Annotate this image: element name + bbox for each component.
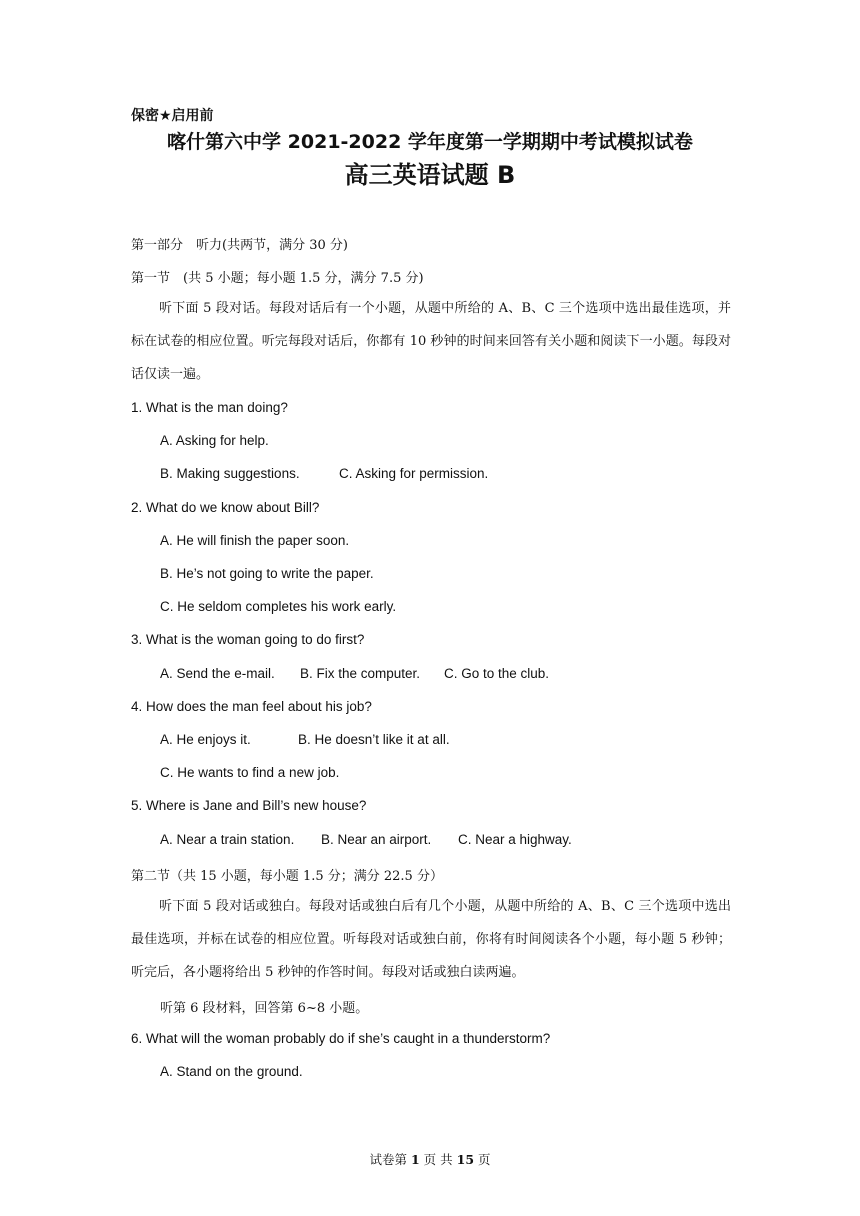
footer-suffix: 页 (478, 1152, 491, 1167)
option-2a: A. He will finish the paper soon. (160, 533, 350, 548)
section1-title: 第一节 (共 5 小题；每小题 1.5 分，满分 7.5 分) (131, 271, 424, 286)
option-6a: A. Stand on the ground. (160, 1064, 303, 1079)
question-6: 6. What will the woman probably do if she’s caught in a thunderstorm? (131, 1031, 551, 1046)
option-2c: C. He seldom completes his work early. (160, 599, 397, 614)
option-4c: C. He wants to find a new job. (160, 765, 340, 780)
school-title: 喀什第六中学 2021-2022 学年度第一学期期中考试模拟试卷 (167, 131, 693, 153)
option-3c: C. Go to the club. (444, 666, 550, 681)
part1-title: 第一部分 听力(共两节，满分 30 分) (131, 238, 348, 253)
footer-page-number: 1 (410, 1152, 420, 1167)
option-1a: A. Asking for help. (160, 433, 269, 448)
option-4b: B. He doesn’t like it at all. (298, 732, 450, 747)
confidential-label: 保密★启用前 (131, 108, 214, 124)
question-1: 1. What is the man doing? (131, 400, 288, 415)
footer-prefix: 试卷第 (369, 1152, 407, 1167)
section1-instructions: 听下面 5 段对话。每段对话后有一个小题，从题中所给的 A、B、C 三个选项中选出最佳选项，并标在试卷的相应位置。听完每段对话后，你都有 10 秒钟的时间来回答有关小题和阅读下一小题。每段对话仅读一遍。 (131, 301, 731, 382)
option-2b: B. He’s not going to write the paper. (160, 566, 374, 581)
option-5a: A. Near a train station. (160, 832, 295, 847)
option-5c: C. Near a highway. (458, 832, 572, 847)
option-3b: B. Fix the computer. (300, 666, 421, 681)
footer-mid: 页 共 (423, 1152, 453, 1167)
option-1c: C. Asking for permission. (339, 466, 489, 481)
question-3: 3. What is the woman going to do first? (131, 632, 365, 647)
question-4: 4. How does the man feel about his job? (131, 699, 372, 714)
section2-title: 第二节（共 15 小题，每小题 1.5 分；满分 22.5 分） (131, 869, 443, 884)
footer-total-pages: 15 (456, 1152, 475, 1167)
option-5b: B. Near an airport. (321, 832, 432, 847)
option-1b: B. Making suggestions. (160, 466, 300, 481)
question-5: 5. Where is Jane and Bill’s new house? (131, 798, 367, 813)
page-footer (0, 1150, 860, 1168)
question-2: 2. What do we know about Bill? (131, 500, 320, 515)
material-note: 听第 6 段材料，回答第 6~8 小题。 (160, 1001, 369, 1016)
option-3a: A. Send the e-mail. (160, 666, 275, 681)
section2-instructions: 听下面 5 段对话或独白。每段对话或独白后有几个小题，从题中所给的 A、B、C 三个选项中选出最佳选项，并标在试卷的相应位置。听每段对话或独白前，你将有时间阅读各个小题，每小题 5 秒钟；听完后，各小题将给出 5 秒钟的作答时间。每段对话或独白读两遍。 (131, 899, 731, 980)
option-4a: A. He enjoys it. (160, 732, 251, 747)
subject-title: 高三英语试题 B (344, 161, 516, 189)
